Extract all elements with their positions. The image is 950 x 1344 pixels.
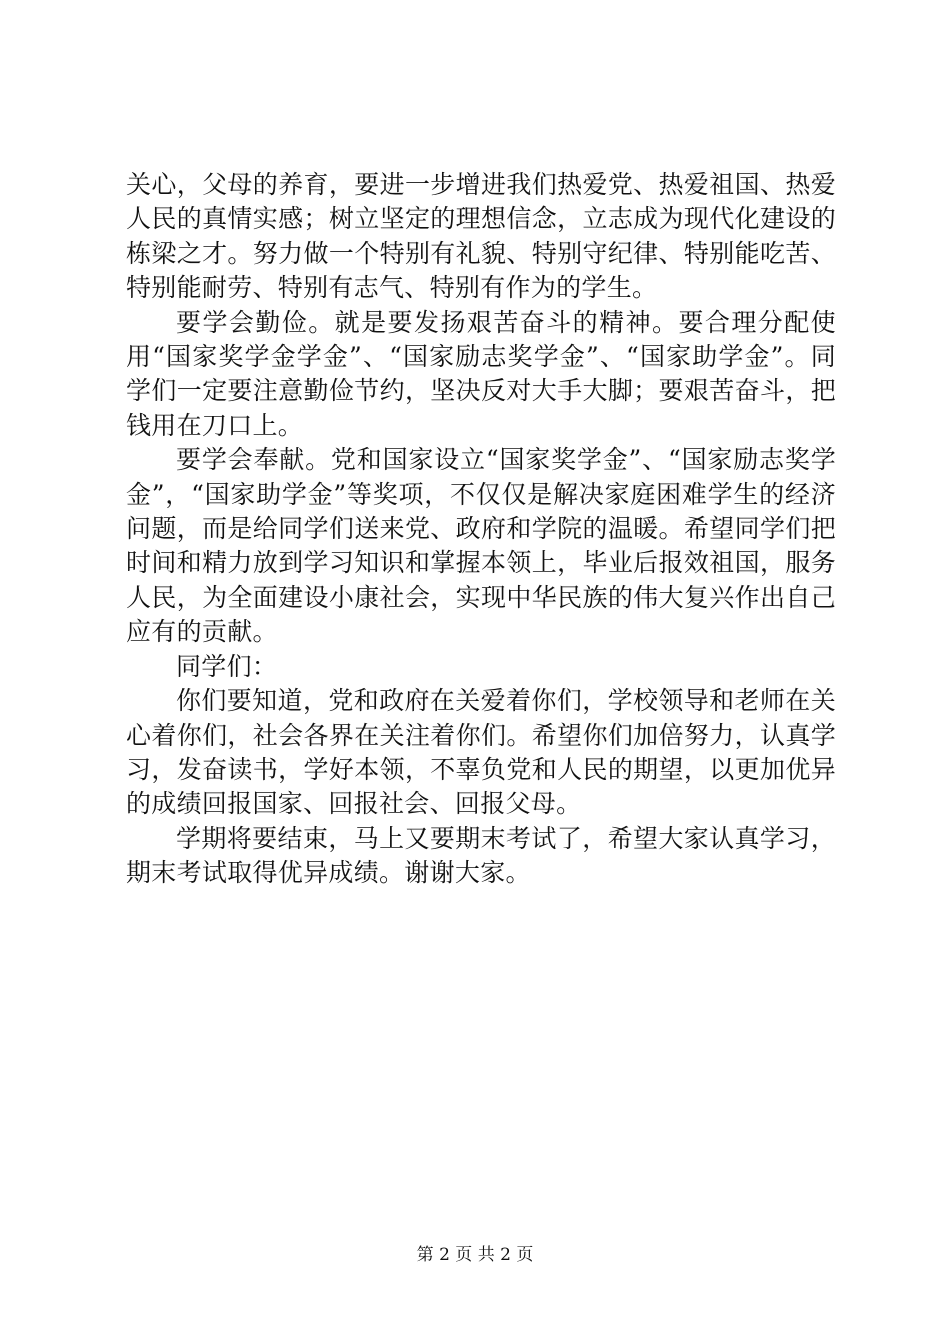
paragraph-thrift: 要学会勤俭。就是要发扬艰苦奋斗的精神。要合理分配使用“国家奖学金学金”、“国家励志奖学金”、“国家助学金”。同学们一定要注意勤俭节约，坚决反对大手大脚；要艰苦奋斗，把钱用在刀口上。	[126, 307, 836, 440]
paragraph-closing: 学期将要结束，马上又要期末考试了，希望大家认真学习，期末考试取得优异成绩。谢谢大家。	[126, 823, 836, 888]
document-body	[126, 168, 836, 891]
paragraph-salutation: 同学们：	[176, 651, 278, 681]
page-number-footer: 第 2 页 共 2 页	[416, 1245, 534, 1265]
paragraph-encouragement: 你们要知道，党和政府在关爱着你们，学校领导和老师在关心着你们，社会各界在关注着你们。希望你们加倍努力，认真学习，发奋读书，学好本领，不辜负党和人民的期望，以更加优异的成绩回报国家、回报社会、回报父母。	[126, 686, 836, 819]
paragraph-continuation: 关心，父母的养育，要进一步增进我们热爱党、热爱祖国、热爱人民的真情实感；树立坚定的理想信念，立志成为现代化建设的栋梁之才。努力做一个特别有礼貌、特别守纪律、特别能吃苦、特别能耐劳、特别有志气、特别有作为的学生。	[126, 170, 836, 303]
paragraph-dedication: 要学会奉献。党和国家设立“国家奖学金”、“国家励志奖学金”，“国家助学金”等奖项，不仅仅是解决家庭困难学生的经济问题，而是给同学们送来党、政府和学院的温暖。希望同学们把时间和精力放到学习知识和掌握本领上，毕业后报效祖国，服务人民，为全面建设小康社会，实现中华民族的伟大复兴作出自己应有的贡献。	[126, 445, 836, 647]
